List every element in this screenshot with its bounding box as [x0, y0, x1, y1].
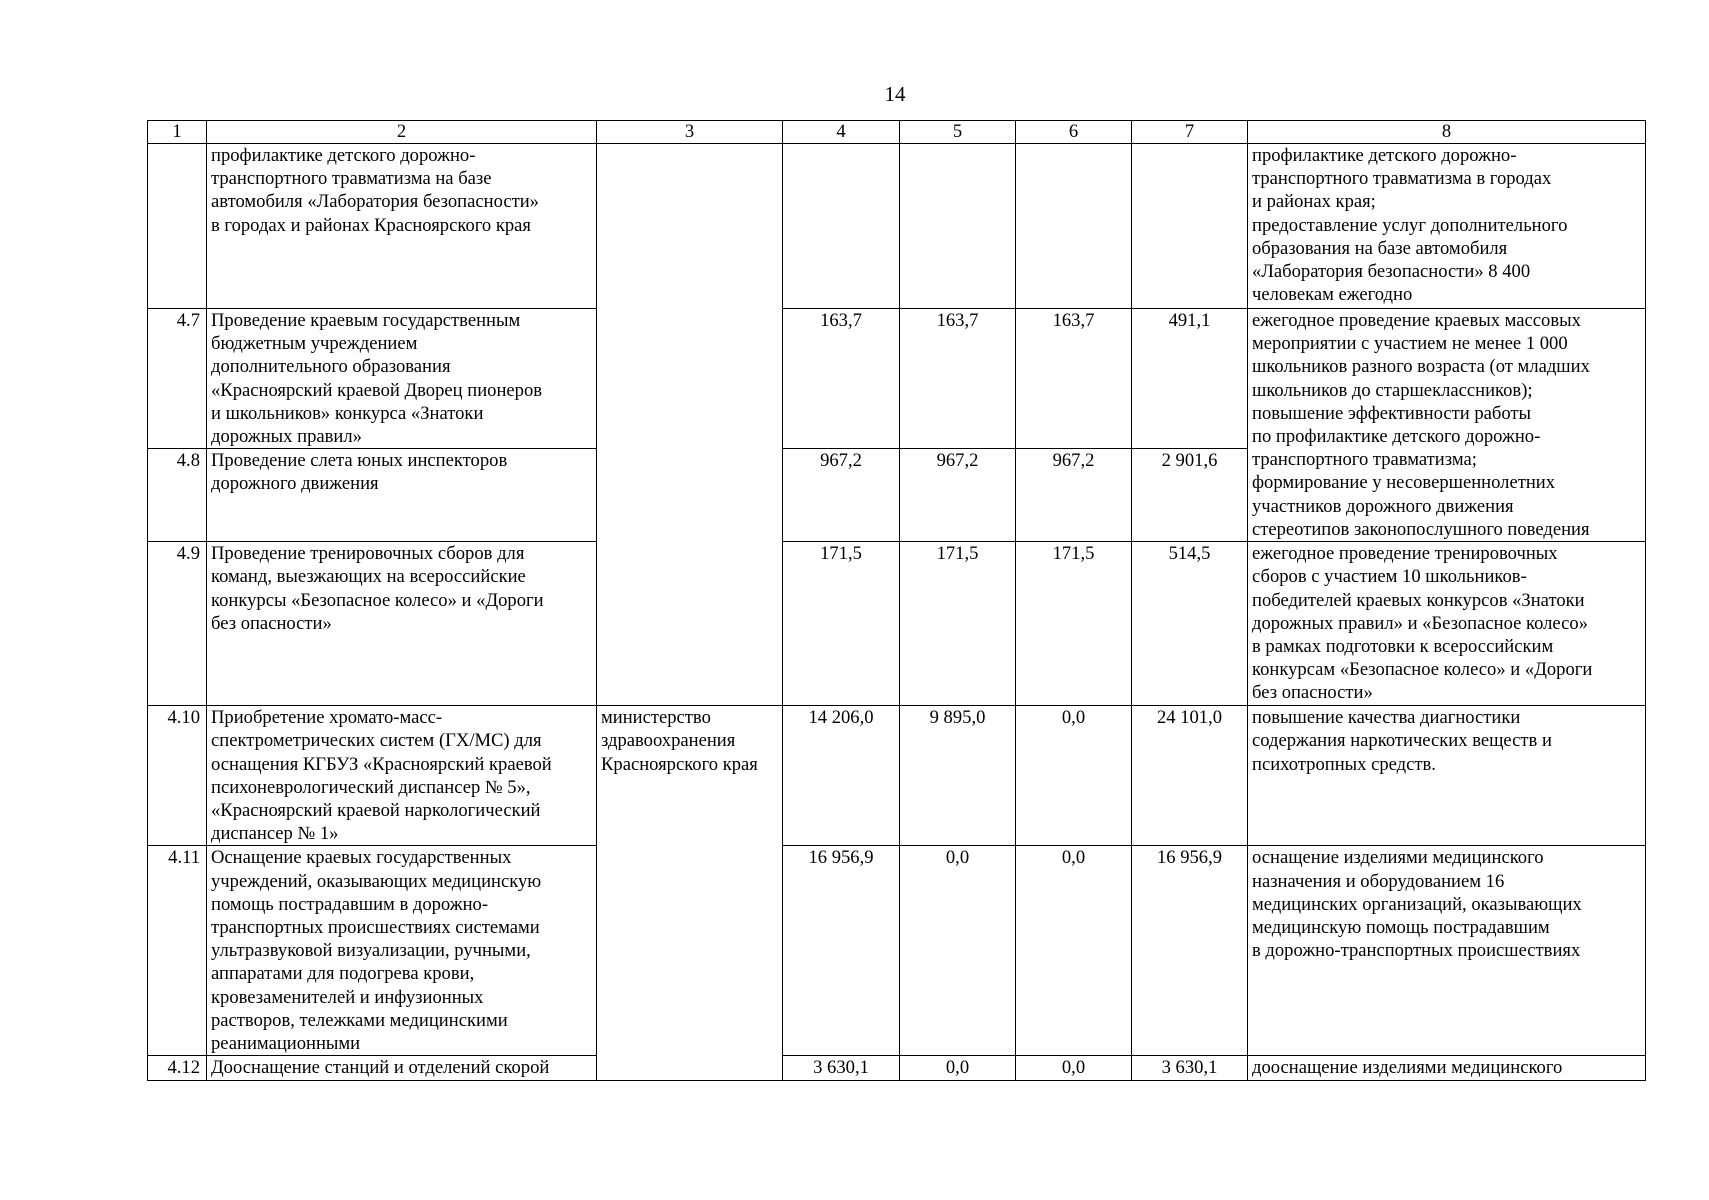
value-col7 — [1132, 144, 1248, 309]
value-col6: 0,0 — [1016, 1056, 1132, 1080]
row-description — [207, 1056, 597, 1080]
result-line: содержания наркотических веществ и — [1252, 730, 1552, 752]
row-description — [207, 144, 597, 309]
description-line: кровезаменителей и инфузионных — [211, 986, 484, 1008]
result-line: дооснащение изделиями медицинского — [1252, 1057, 1563, 1079]
executor-cell-empty — [597, 144, 783, 706]
value-col6: 967,2 — [1016, 449, 1132, 542]
header-cell-2: 2 — [207, 121, 597, 144]
table-row — [148, 1056, 1646, 1080]
table-row — [148, 542, 1646, 706]
description-line: дорожного движения — [211, 473, 379, 495]
description-line: дополнительного образования — [211, 356, 451, 378]
description-line: Дооснащение станций и отделений скорой — [211, 1057, 550, 1079]
executor-line: министерство — [601, 707, 711, 729]
value-col6: 0,0 — [1016, 706, 1132, 846]
description-line: диспансер № 1» — [211, 823, 339, 845]
result-line: повышение качества диагностики — [1252, 707, 1521, 729]
description-line: Проведение слета юных инспекторов — [211, 450, 508, 472]
result-line: транспортного травматизма; — [1252, 449, 1477, 471]
result-line: победителей краевых конкурсов «Знатоки — [1252, 589, 1585, 611]
description-line: растворов, тележками медицинскими — [211, 1009, 508, 1031]
result-line: медицинских организаций, оказывающих — [1252, 893, 1582, 915]
header-cell-4: 4 — [783, 121, 900, 144]
result-cell — [1248, 309, 1646, 542]
result-line: человекам ежегодно — [1252, 284, 1413, 306]
result-line: предоставление услуг дополнительного — [1252, 214, 1568, 236]
result-line: школьников до старшеклассников); — [1252, 379, 1533, 401]
result-line: и районах края; — [1252, 191, 1376, 213]
description-line: автомобиля «Лаборатория безопасности» — [211, 191, 539, 213]
result-line: дорожных правил» и «Безопасное колесо» — [1252, 612, 1588, 634]
description-line: в городах и районах Красноярского края — [211, 214, 531, 236]
result-line: повышение эффективности работы — [1252, 402, 1532, 424]
value-col7: 24 101,0 — [1132, 706, 1248, 846]
description-line: «Красноярский краевой наркологический — [211, 800, 541, 822]
description-line: Проведение тренировочных сборов для — [211, 543, 525, 565]
value-col7: 514,5 — [1132, 542, 1248, 706]
value-col4: 163,7 — [783, 309, 900, 449]
description-line: транспортного травматизма на базе — [211, 168, 492, 190]
value-col4: 3 630,1 — [783, 1056, 900, 1080]
description-line: конкурсы «Безопасное колесо» и «Дороги — [211, 589, 544, 611]
result-line: школьников разного возраста (от младших — [1252, 356, 1590, 378]
value-col5: 0,0 — [900, 846, 1016, 1056]
result-line: транспортного травматизма в городах — [1252, 168, 1552, 190]
description-line: психоневрологический диспансер № 5», — [211, 776, 531, 798]
header-cell-8: 8 — [1248, 121, 1646, 144]
value-col5: 967,2 — [900, 449, 1016, 542]
value-col7: 16 956,9 — [1132, 846, 1248, 1056]
result-cell — [1248, 542, 1646, 706]
value-col4: 171,5 — [783, 542, 900, 706]
row-number: 4.10 — [148, 706, 207, 846]
value-col5: 163,7 — [900, 309, 1016, 449]
header-cell-7: 7 — [1132, 121, 1248, 144]
executor-cell — [597, 706, 783, 1080]
result-line: участников дорожного движения — [1252, 495, 1514, 517]
value-col6 — [1016, 144, 1132, 309]
description-line: оснащения КГБУЗ «Красноярский краевой — [211, 753, 552, 775]
program-table — [147, 120, 1646, 1081]
description-line: реанимационными — [211, 1033, 361, 1055]
result-line: профилактике детского дорожно- — [1252, 145, 1517, 166]
result-line: формирование у несовершеннолетних — [1252, 472, 1556, 494]
result-line: конкурсам «Безопасное колесо» и «Дороги — [1252, 659, 1593, 681]
description-line: без опасности» — [211, 612, 332, 634]
executor-line: Красноярского края — [601, 753, 758, 775]
result-cell — [1248, 144, 1646, 309]
description-line: бюджетным учреждением — [211, 333, 418, 355]
row-description — [207, 706, 597, 846]
result-line: медицинскую помощь пострадавшим — [1252, 917, 1550, 939]
result-line: сборов с участием 10 школьников- — [1252, 566, 1527, 588]
row-number: 4.9 — [148, 542, 207, 706]
description-line: дорожных правил» — [211, 426, 362, 448]
description-line: спектрометрических систем (ГХ/МС) для — [211, 730, 542, 752]
table-row — [148, 846, 1646, 1056]
description-line: и школьников» конкурса «Знатоки — [211, 402, 484, 424]
row-number: 4.7 — [148, 309, 207, 449]
description-line: Проведение краевым государственным — [211, 310, 521, 331]
table-row — [148, 706, 1646, 846]
value-col6: 163,7 — [1016, 309, 1132, 449]
description-line: «Красноярский краевой Дворец пионеров — [211, 379, 543, 401]
executor-line: здравоохранения — [601, 730, 736, 752]
value-col7: 491,1 — [1132, 309, 1248, 449]
value-col4 — [783, 144, 900, 309]
result-line: оснащение изделиями медицинского — [1252, 847, 1544, 869]
value-col5: 0,0 — [900, 1056, 1016, 1080]
value-col6: 171,5 — [1016, 542, 1132, 706]
result-line: без опасности» — [1252, 682, 1373, 704]
table-row — [148, 144, 1646, 309]
row-number: 4.12 — [148, 1056, 207, 1080]
result-line: образования на базе автомобиля — [1252, 237, 1508, 259]
description-line: учреждений, оказывающих медицинскую — [211, 870, 542, 892]
result-line: психотропных средств. — [1252, 753, 1436, 775]
value-col4: 14 206,0 — [783, 706, 900, 846]
table-row — [148, 309, 1646, 449]
header-cell-5: 5 — [900, 121, 1016, 144]
description-line: помощь пострадавшим в дорожно- — [211, 893, 489, 915]
value-col4: 16 956,9 — [783, 846, 900, 1056]
result-cell — [1248, 846, 1646, 1056]
result-line: в дорожно-транспортных происшествиях — [1252, 940, 1581, 962]
result-line: ежегодное проведение краевых массовых — [1252, 310, 1581, 331]
header-cell-1: 1 — [148, 121, 207, 144]
result-line: по профилактике детского дорожно- — [1252, 426, 1541, 448]
value-col5: 9 895,0 — [900, 706, 1016, 846]
header-cell-6: 6 — [1016, 121, 1132, 144]
value-col4: 967,2 — [783, 449, 900, 542]
row-number — [148, 144, 207, 309]
header-row — [148, 121, 1646, 144]
result-line: в рамках подготовки к всероссийским — [1252, 636, 1554, 658]
result-line: мероприятии с участием не менее 1 000 — [1252, 333, 1568, 355]
page-number: 14 — [884, 82, 906, 106]
description-line: Приобретение хромато-масс- — [211, 707, 443, 729]
value-col6: 0,0 — [1016, 846, 1132, 1056]
description-line: профилактике детского дорожно- — [211, 145, 476, 166]
row-number: 4.8 — [148, 449, 207, 542]
header-cell-3: 3 — [597, 121, 783, 144]
result-cell — [1248, 1056, 1646, 1080]
result-line: стереотипов законопослушного поведения — [1252, 518, 1590, 540]
row-description — [207, 309, 597, 449]
result-line: назначения и оборудованием 16 — [1252, 870, 1505, 892]
row-number: 4.11 — [148, 846, 207, 1056]
value-col7: 3 630,1 — [1132, 1056, 1248, 1080]
result-line: «Лаборатория безопасности» 8 400 — [1252, 261, 1531, 283]
row-description — [207, 846, 597, 1056]
result-line: ежегодное проведение тренировочных — [1252, 543, 1558, 565]
value-col5 — [900, 144, 1016, 309]
description-line: команд, выезжающих на всероссийские — [211, 566, 526, 588]
description-line: транспортных происшествиях системами — [211, 917, 540, 939]
result-cell — [1248, 706, 1646, 846]
row-description — [207, 449, 597, 542]
value-col7: 2 901,6 — [1132, 449, 1248, 542]
value-col5: 171,5 — [900, 542, 1016, 706]
description-line: ультразвуковой визуализации, ручными, — [211, 940, 531, 962]
description-line: Оснащение краевых государственных — [211, 847, 512, 869]
description-line: аппаратами для подогрева крови, — [211, 963, 475, 985]
row-description — [207, 542, 597, 706]
